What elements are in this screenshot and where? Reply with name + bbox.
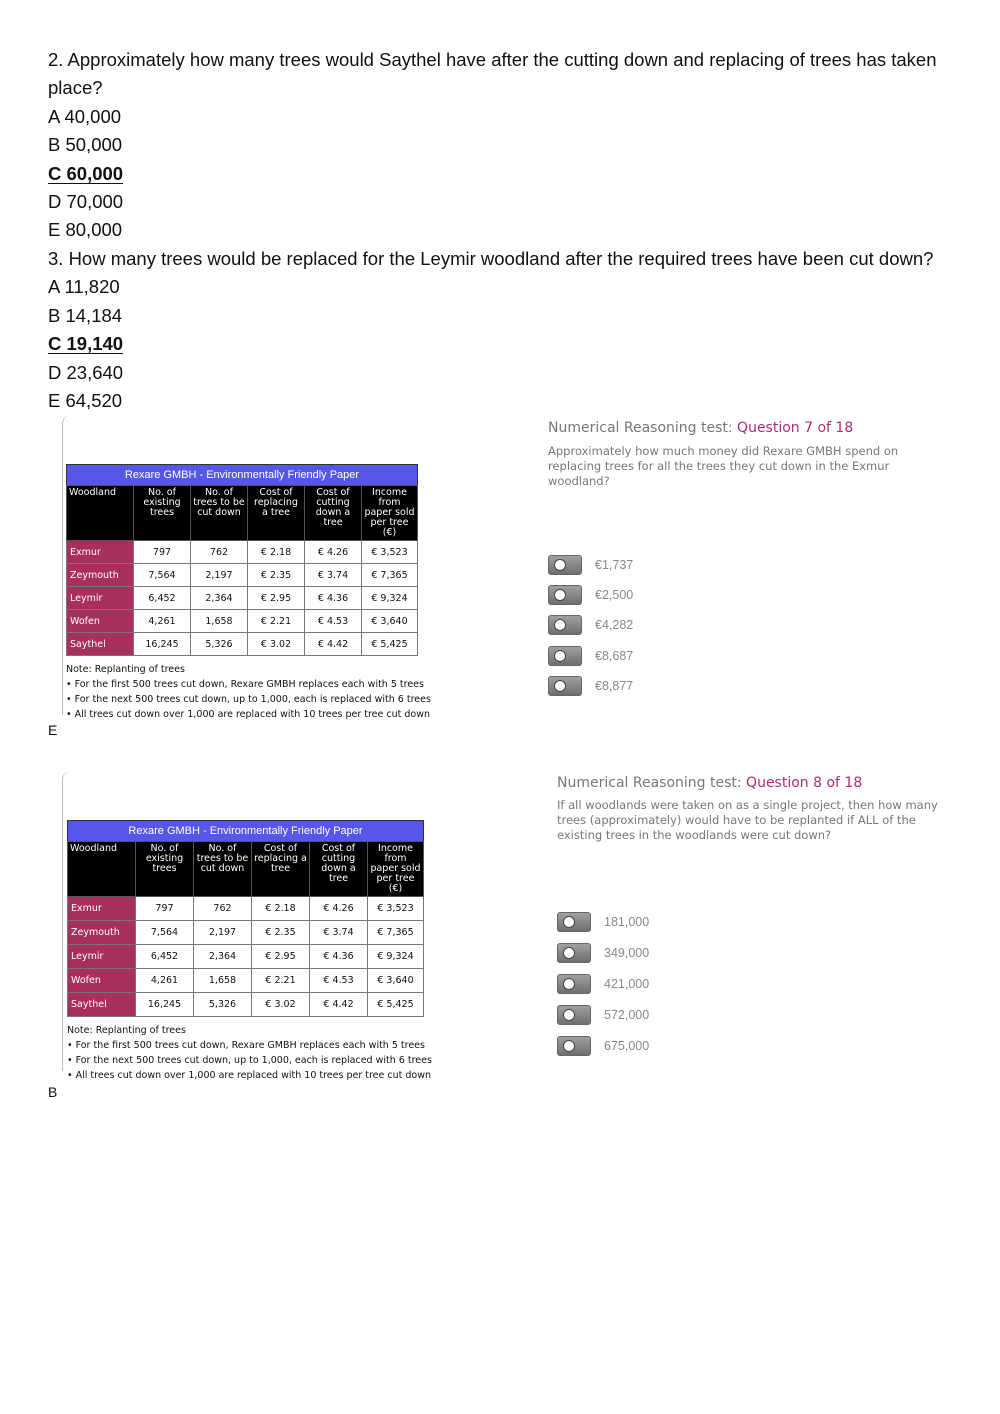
header-trees-cut: No. of trees to be cut down: [191, 486, 248, 541]
header-cost-replacing: Cost of replacing a tree: [248, 486, 305, 541]
table-cell: € 2.18: [248, 541, 305, 564]
option-label: €2,500: [595, 588, 634, 602]
q7-option-3[interactable]: [548, 615, 633, 635]
note-line-1: • For the first 500 trees cut down, Rexare GMBH replaces each with 5 trees: [67, 1040, 425, 1051]
table-cell: € 5,425: [368, 993, 424, 1017]
option-label: €4,282: [595, 618, 634, 632]
woodland-name-cell: Leymir: [67, 587, 134, 610]
question-number: Question 8 of 18: [746, 775, 863, 791]
question-3-option-d: D 23,640: [48, 361, 124, 383]
table-cell: 2,364: [194, 945, 252, 969]
table-cell: 4,261: [134, 610, 191, 633]
question-3-text: 3. How many trees would be replaced for the Leymir woodland after the required trees have been cut down?: [48, 248, 934, 269]
data-table-q7: [66, 464, 431, 722]
table-cell: € 2.95: [252, 945, 310, 969]
table-cell: 797: [134, 541, 191, 564]
table-row: [67, 564, 418, 587]
table-cell: 7,564: [134, 564, 191, 587]
replanting-note: [67, 1023, 432, 1083]
option-label: 572,000: [604, 1008, 650, 1022]
table-cell: € 4.26: [310, 897, 368, 921]
woodland-name-cell: Wofen: [67, 610, 134, 633]
table-cell: € 2.95: [248, 587, 305, 610]
woodland-name-cell: Saythel: [67, 633, 134, 656]
note-line-2: • For the next 500 trees cut down, up to 1,000, each is replaced with 6 trees: [66, 694, 431, 705]
data-table-q8: [67, 820, 432, 1083]
question-3-option-c-answer: C 19,140: [48, 333, 124, 355]
header-cost-cutting: Cost of cutting down a tree: [310, 842, 368, 897]
heading-prefix: Numerical Reasoning test:: [548, 420, 738, 436]
question-8-heading: [557, 775, 959, 791]
question-2-option-b: B 50,000: [48, 134, 123, 156]
table-cell: € 3,523: [368, 897, 424, 921]
question-2-option-a: A 40,000: [48, 105, 122, 127]
question-8-panel: [557, 775, 959, 843]
table-cell: 1,658: [191, 610, 248, 633]
radio-toggle[interactable]: [548, 555, 582, 575]
question-2-option-e: E 80,000: [48, 219, 123, 241]
header-income: Income from paper sold per tree (€): [368, 842, 424, 897]
woodland-name-cell: Zeymouth: [68, 921, 136, 945]
table-cell: 762: [194, 897, 252, 921]
woodland-name-cell: Exmur: [67, 541, 134, 564]
table-cell: € 4.26: [305, 541, 362, 564]
table-row: [68, 945, 424, 969]
question-7-heading: [548, 420, 918, 436]
header-trees-cut: No. of trees to be cut down: [194, 842, 252, 897]
note-line-3: • All trees cut down over 1,000 are replaced with 10 trees per tree cut down: [66, 709, 431, 720]
table-row: [67, 610, 418, 633]
table-cell: 6,452: [134, 587, 191, 610]
note-title: Note: Replanting of trees: [67, 1025, 186, 1036]
table-cell: € 4.42: [310, 993, 368, 1017]
q8-option-4[interactable]: [557, 1005, 649, 1025]
table-cell: 1,658: [194, 969, 252, 993]
header-income: Income from paper sold per tree (€): [362, 486, 418, 541]
table-cell: 762: [191, 541, 248, 564]
table-cell: € 3,640: [368, 969, 424, 993]
q7-option-1[interactable]: [548, 555, 633, 575]
table-row: [68, 993, 424, 1017]
option-label: 421,000: [604, 977, 650, 991]
question-3-option-b: B 14,184: [48, 304, 123, 326]
header-cost-cutting: Cost of cutting down a tree: [305, 486, 362, 541]
woodland-name-cell: Zeymouth: [67, 564, 134, 587]
table-cell: € 4.53: [305, 610, 362, 633]
q8-option-1[interactable]: [557, 912, 649, 932]
table-row: [68, 921, 424, 945]
table-row: [67, 587, 418, 610]
header-cost-replacing: Cost of replacing a tree: [252, 842, 310, 897]
q7-option-2[interactable]: [548, 585, 633, 605]
q8-option-2[interactable]: [557, 943, 649, 963]
table-cell: 16,245: [136, 993, 194, 1017]
radio-toggle[interactable]: [548, 615, 582, 635]
question-3: [48, 245, 933, 415]
header-woodland: Woodland: [67, 486, 134, 541]
question-8-prompt: If all woodlands were taken on as a single project, then how many trees (approximately) would have to be replanted if ALL of the existing trees in the woodlands were cut down?: [557, 798, 938, 842]
option-label: 675,000: [604, 1039, 650, 1053]
radio-toggle[interactable]: [548, 585, 582, 605]
option-label: 181,000: [604, 915, 650, 929]
note-line-1: • For the first 500 trees cut down, Rexare GMBH replaces each with 5 trees: [66, 679, 424, 690]
q7-option-4[interactable]: [548, 646, 633, 666]
table-cell: 16,245: [134, 633, 191, 656]
woodland-name-cell: Saythel: [68, 993, 136, 1017]
option-label: €1,737: [595, 558, 634, 572]
q8-option-3[interactable]: [557, 974, 649, 994]
option-label: €8,877: [595, 679, 634, 693]
table-cell: 7,564: [136, 921, 194, 945]
question-3-option-e: E 64,520: [48, 389, 123, 411]
header-existing-trees: No. of existing trees: [136, 842, 194, 897]
note-line-2: • For the next 500 trees cut down, up to 1,000, each is replaced with 6 trees: [67, 1055, 432, 1066]
radio-toggle[interactable]: [548, 646, 582, 666]
table-cell: € 2.18: [252, 897, 310, 921]
question-2: [48, 46, 937, 245]
table-cell: 5,326: [191, 633, 248, 656]
woodland-name-cell: Leymir: [68, 945, 136, 969]
table-cell: € 3.02: [252, 993, 310, 1017]
table-row: [67, 541, 418, 564]
question-7-answer: E: [48, 722, 58, 738]
table-cell: € 3.02: [248, 633, 305, 656]
question-number: Question 7 of 18: [737, 420, 854, 436]
q7-option-5[interactable]: [548, 676, 633, 696]
table-cell: € 4.36: [305, 587, 362, 610]
table-cell: € 3.74: [310, 921, 368, 945]
radio-toggle[interactable]: [557, 1005, 591, 1025]
table-row: [68, 969, 424, 993]
table-cell: € 2.35: [252, 921, 310, 945]
option-label: 349,000: [604, 946, 650, 960]
radio-toggle[interactable]: [557, 1036, 591, 1056]
table-cell: € 3,640: [362, 610, 418, 633]
table-cell: 5,326: [194, 993, 252, 1017]
question-2-text-line2: place?: [48, 77, 103, 99]
table-cell: € 7,365: [368, 921, 424, 945]
table-cell: € 2.35: [248, 564, 305, 587]
woodland-name-cell: Wofen: [68, 969, 136, 993]
table-cell: 2,197: [194, 921, 252, 945]
note-title: Note: Replanting of trees: [66, 664, 185, 675]
table-row: [68, 897, 424, 921]
radio-toggle[interactable]: [557, 912, 591, 932]
question-7-prompt: Approximately how much money did Rexare GMBH spend on replacing trees for all the trees they cut down in the Exmur woodland?: [548, 444, 899, 488]
question-2-option-c-answer: C 60,000: [48, 162, 124, 184]
header-woodland: Woodland: [68, 842, 136, 897]
radio-toggle[interactable]: [557, 974, 591, 994]
table-title: Rexare GMBH - Environmentally Friendly Paper: [66, 464, 418, 485]
table-cell: € 7,365: [362, 564, 418, 587]
table-cell: 4,261: [136, 969, 194, 993]
question-2-option-d: D 70,000: [48, 190, 124, 212]
heading-prefix: Numerical Reasoning test:: [557, 775, 747, 791]
question-8-answer: B: [48, 1084, 58, 1100]
table-cell: € 4.53: [310, 969, 368, 993]
table-cell: € 3,523: [362, 541, 418, 564]
table-cell: € 2.21: [248, 610, 305, 633]
table-cell: € 9,324: [368, 945, 424, 969]
table-cell: 797: [136, 897, 194, 921]
table-title: Rexare GMBH - Environmentally Friendly Paper: [67, 820, 424, 841]
replanting-note: [66, 662, 431, 722]
question-2-text-line1: 2. Approximately how many trees would Saythel have after the cutting down and replacing of trees has taken: [48, 49, 937, 70]
table-cell: € 4.42: [305, 633, 362, 656]
note-line-3: • All trees cut down over 1,000 are replaced with 10 trees per tree cut down: [67, 1070, 432, 1081]
header-existing-trees: No. of existing trees: [134, 486, 191, 541]
table-cell: 2,197: [191, 564, 248, 587]
table-cell: 2,364: [191, 587, 248, 610]
table-cell: € 4.36: [310, 945, 368, 969]
woodland-name-cell: Exmur: [68, 897, 136, 921]
table-cell: € 2.21: [252, 969, 310, 993]
table-cell: € 5,425: [362, 633, 418, 656]
option-label: €8,687: [595, 649, 634, 663]
table-row: [67, 633, 418, 656]
table-cell: € 3.74: [305, 564, 362, 587]
q8-option-5[interactable]: [557, 1036, 649, 1056]
table-cell: € 9,324: [362, 587, 418, 610]
question-7-panel: [548, 420, 918, 489]
radio-toggle[interactable]: [557, 943, 591, 963]
question-3-option-a: A 11,820: [48, 276, 120, 298]
radio-toggle[interactable]: [548, 676, 582, 696]
table-cell: 6,452: [136, 945, 194, 969]
